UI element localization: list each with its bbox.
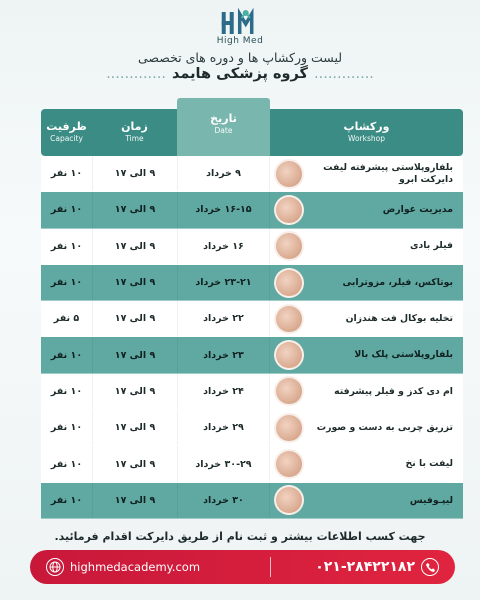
cell-date: ۱۶ خرداد	[177, 229, 270, 264]
face-icon	[274, 449, 304, 479]
title-dots-decoration: .............	[106, 66, 166, 82]
eye-icon	[274, 340, 304, 370]
page-title	[0, 66, 480, 82]
website-text: highmedacademy.com	[70, 560, 201, 574]
header-time-fa: زمان	[121, 120, 148, 133]
cell-capacity: ۱۰ نفر	[50, 204, 83, 216]
cell-workshop	[270, 374, 463, 409]
cell-time: ۹ الی ۱۷	[92, 483, 177, 518]
cell-time: ۹ الی ۱۷	[92, 192, 177, 227]
cell-time: ۹ الی ۱۷	[92, 410, 177, 445]
cell-capacity: ۱۰ نفر	[50, 458, 83, 470]
header-date-en: Date	[214, 126, 233, 135]
cell-time: ۹ الی ۱۷	[92, 374, 177, 409]
cell-workshop	[270, 229, 463, 264]
cell-date: ۹ خرداد	[177, 156, 270, 191]
cell-workshop	[270, 410, 463, 445]
table-row	[41, 156, 463, 192]
cell-date: ۲۳ خرداد	[177, 337, 270, 372]
cell-time: ۹ الی ۱۷	[92, 229, 177, 264]
workshop-name: لیفت با نخ	[405, 458, 453, 470]
header-date	[177, 112, 270, 135]
cell-capacity: ۱۰ نفر	[50, 385, 83, 397]
workshop-name: بلفاروپلاستی پیشرفته لیفت دایرکت ابرو	[323, 162, 453, 185]
cell-workshop	[270, 337, 463, 372]
cell-workshop	[270, 192, 463, 227]
header-workshop	[270, 120, 463, 143]
info-text: جهت کسب اطلاعات بیشتر و ثبت نام از طریق دایرکت اقدام فرمائید.	[54, 530, 426, 543]
workshop-name: بوتاکس، فیلر، مزوترابی	[342, 276, 453, 288]
cell-date: ۲۹ خرداد	[177, 410, 270, 445]
cell-date: ۲۴ خرداد	[177, 374, 270, 409]
brand-logo	[217, 8, 264, 46]
workshop-name: مدیریت عوارض	[382, 204, 453, 216]
cell-time: ۹ الی ۱۷	[92, 301, 177, 336]
cell-time: ۹ الی ۱۷	[92, 156, 177, 191]
cell-capacity: ۱۰ نفر	[50, 240, 83, 252]
phone-icon	[421, 558, 439, 576]
cell-date: ۱۶-۱۵ خرداد	[177, 192, 270, 227]
header-capacity-en: Capacity	[50, 134, 83, 143]
table-row	[41, 229, 463, 265]
face-icon	[274, 485, 304, 515]
table-row	[41, 483, 463, 519]
cell-date: ۳۰-۲۹ خرداد	[177, 446, 270, 481]
header-time	[92, 120, 177, 143]
website-link[interactable]	[46, 558, 200, 576]
table-row	[41, 410, 463, 446]
cell-capacity: ۱۰ نفر	[50, 277, 83, 289]
eye-icon	[274, 159, 304, 189]
cell-capacity: ۱۰ نفر	[50, 422, 83, 434]
cell-time: ۹ الی ۱۷	[92, 265, 177, 300]
table-row	[41, 446, 463, 482]
cell-date: ۲۲ خرداد	[177, 301, 270, 336]
cell-workshop	[270, 483, 463, 518]
workshop-name: فیلر بادی	[410, 240, 453, 252]
table-row	[41, 265, 463, 301]
contact-bar[interactable]	[30, 550, 455, 584]
cell-capacity: ۱۰ نفر	[50, 349, 83, 361]
contact-divider	[270, 557, 271, 577]
cell-workshop	[270, 301, 463, 336]
cell-time: ۹ الی ۱۷	[92, 337, 177, 372]
face-icon	[274, 413, 304, 443]
workshop-name: ام دی کدز و فیلر پیشرفته	[334, 385, 453, 397]
face-icon	[274, 376, 304, 406]
globe-icon	[46, 558, 64, 576]
logo-text: High Med	[216, 36, 264, 46]
table-row	[41, 337, 463, 373]
table-row	[41, 192, 463, 228]
phone-text: ۰۲۱-۲۸۴۲۲۱۸۲	[315, 559, 415, 575]
highmed-logo-icon	[218, 8, 262, 38]
pills-icon	[274, 195, 304, 225]
phone-link[interactable]	[315, 558, 439, 576]
cell-workshop	[270, 156, 463, 191]
body-icon	[274, 231, 304, 261]
cell-capacity: ۱۰ نفر	[50, 168, 83, 180]
cell-workshop	[270, 265, 463, 300]
header-capacity-fa: ظرفیت	[46, 120, 87, 133]
header-capacity	[41, 120, 92, 143]
workshop-name: تخلیه بوکال فت هندزان	[345, 313, 453, 325]
table-body	[41, 156, 463, 519]
workshop-name: تزریق چربی به دست و صورت	[316, 421, 453, 433]
workshop-name: لیپـوفیس	[409, 494, 453, 506]
page-subtitle: لیست ورکشاپ ها و دوره های تخصصی	[137, 50, 343, 65]
header-workshop-en: Workshop	[347, 134, 385, 143]
workshop-name: بلفاروپلاستی پلک بالا	[354, 349, 453, 361]
cell-date: ۲۳-۲۱ خرداد	[177, 265, 270, 300]
cell-capacity: ۵ نفر	[53, 313, 80, 325]
table-row	[41, 374, 463, 410]
table-row	[41, 301, 463, 337]
page-title-text: گروه پزشکی هایمد	[172, 66, 308, 82]
face-icon	[274, 268, 304, 298]
header-time-en: Time	[125, 134, 144, 143]
face-icon	[274, 304, 304, 334]
header-date-fa: تاریخ	[210, 112, 237, 125]
cell-capacity: ۱۰ نفر	[50, 494, 83, 506]
header-workshop-fa: ورکشاپ	[343, 120, 390, 133]
cell-workshop	[270, 446, 463, 481]
cell-date: ۳۰ خرداد	[177, 483, 270, 518]
title-dots-decoration: .............	[314, 66, 374, 82]
cell-time: ۹ الی ۱۷	[92, 446, 177, 481]
